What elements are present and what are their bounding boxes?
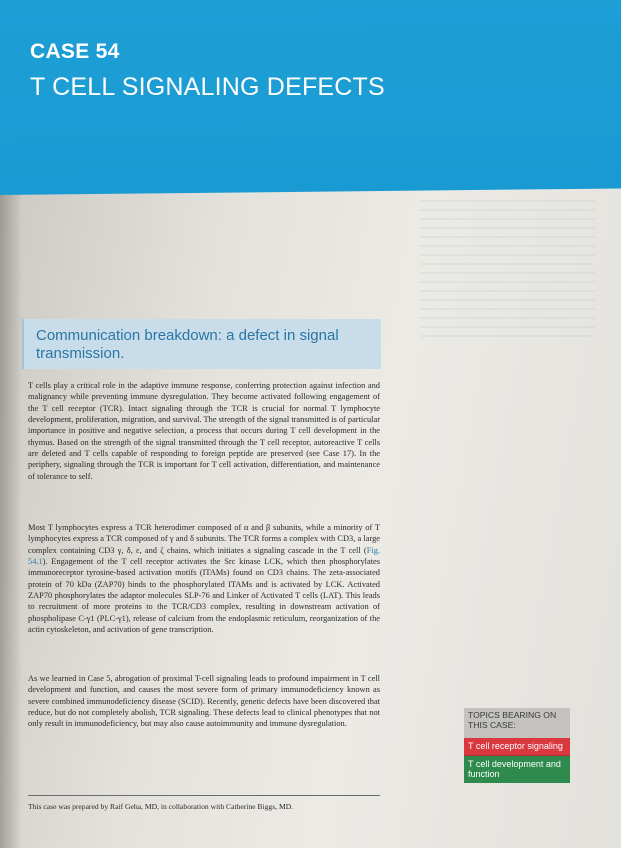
footnote: This case was prepared by Raif Geha, MD, in collaboration with Catherine Biggs, MD.	[28, 802, 294, 811]
topics-box	[464, 708, 570, 783]
footnote-divider	[28, 795, 380, 796]
figure-reference-link[interactable]: Fig. 54.1	[28, 545, 380, 567]
case-number: CASE 54	[30, 40, 120, 63]
topic-item-tcr-signaling: T cell receptor signaling	[464, 738, 570, 756]
topic-item-t-cell-development: T cell development and function	[464, 756, 570, 783]
show-through-text	[420, 200, 595, 340]
paragraph-2	[28, 522, 380, 635]
subtitle: Communication breakdown: a defect in signal transmission.	[36, 327, 339, 362]
topics-header: TOPICS BEARING ON THIS CASE:	[464, 708, 570, 738]
paragraph-1: T cells play a critical role in the adaptive immune response, conferring protection against infection and malignancy while preventing immune dysregulation. They become activated following engagement of the T cell receptor (TCR). Intact signaling through the TCR is crucial for normal T lymphocyte development, proliferation, migration, and survival. The strength of the signal transmitted is of particular importance in positive and negative selection, a process that occurs during T cell development in the thymus. Based on the strength of the signal transmitted through the T cell receptor, autoreactive T cells are deleted and T cells capable of responding to foreign peptide are preserved (see Case 17). In the periphery, signaling through the TCR is important for T cell activation, differentiation, and maintenance of tolerance to self.	[28, 381, 380, 481]
paragraph-2-text-a: Most T lymphocytes express a TCR heterodimer composed of α and β subunits, while a minority of T lymphocytes express a TCR composed of γ and δ subunits. The TCR forms a complex with CD3, a large complex containing CD3 γ, δ, ε, and ζ chains, which initiates a signaling cascade in the T cell (	[28, 523, 380, 555]
paragraph-2-text-b: ). Engagement of the T cell receptor activates the Src kinase LCK, which then phosphorylates immunoreceptor tyrosine-based activation motifs (ITAMs) found on CD3 chains. The zeta-associated protein of 70 kDa (ZAP70) binds to the phosphorylated ITAMs and is activated by LCK. Activated ZAP70 phosphorylates the adaptor molecules SLP-76 and Linker of Activated T cells (LAT). This leads to recruitment of more proteins to the TCR/CD3 complex, resulting in downstream activation of phospholipase C-γ1 (PLC-γ1), release of calcium from the endoplasmic reticulum, reorganization of the actin cytoskeleton, and activation of gene transcription.	[28, 557, 380, 635]
subtitle-box	[22, 319, 381, 369]
case-title: T CELL SIGNALING DEFECTS	[30, 73, 385, 101]
paragraph-3: As we learned in Case 5, abrogation of proximal T-cell signaling leads to profound impairment in T cell development and function, and causes the most severe form of primary immunodeficiency known as severe combined immunodeficiency disease (SCID). Recently, genetic defects have been discovered that reduce, but do not completely abolish, TCR signaling. These defects lead to clinical phenotypes that not only result in immunodeficiency, but may also cause autoimmunity and immune dysregulation.	[28, 674, 380, 729]
